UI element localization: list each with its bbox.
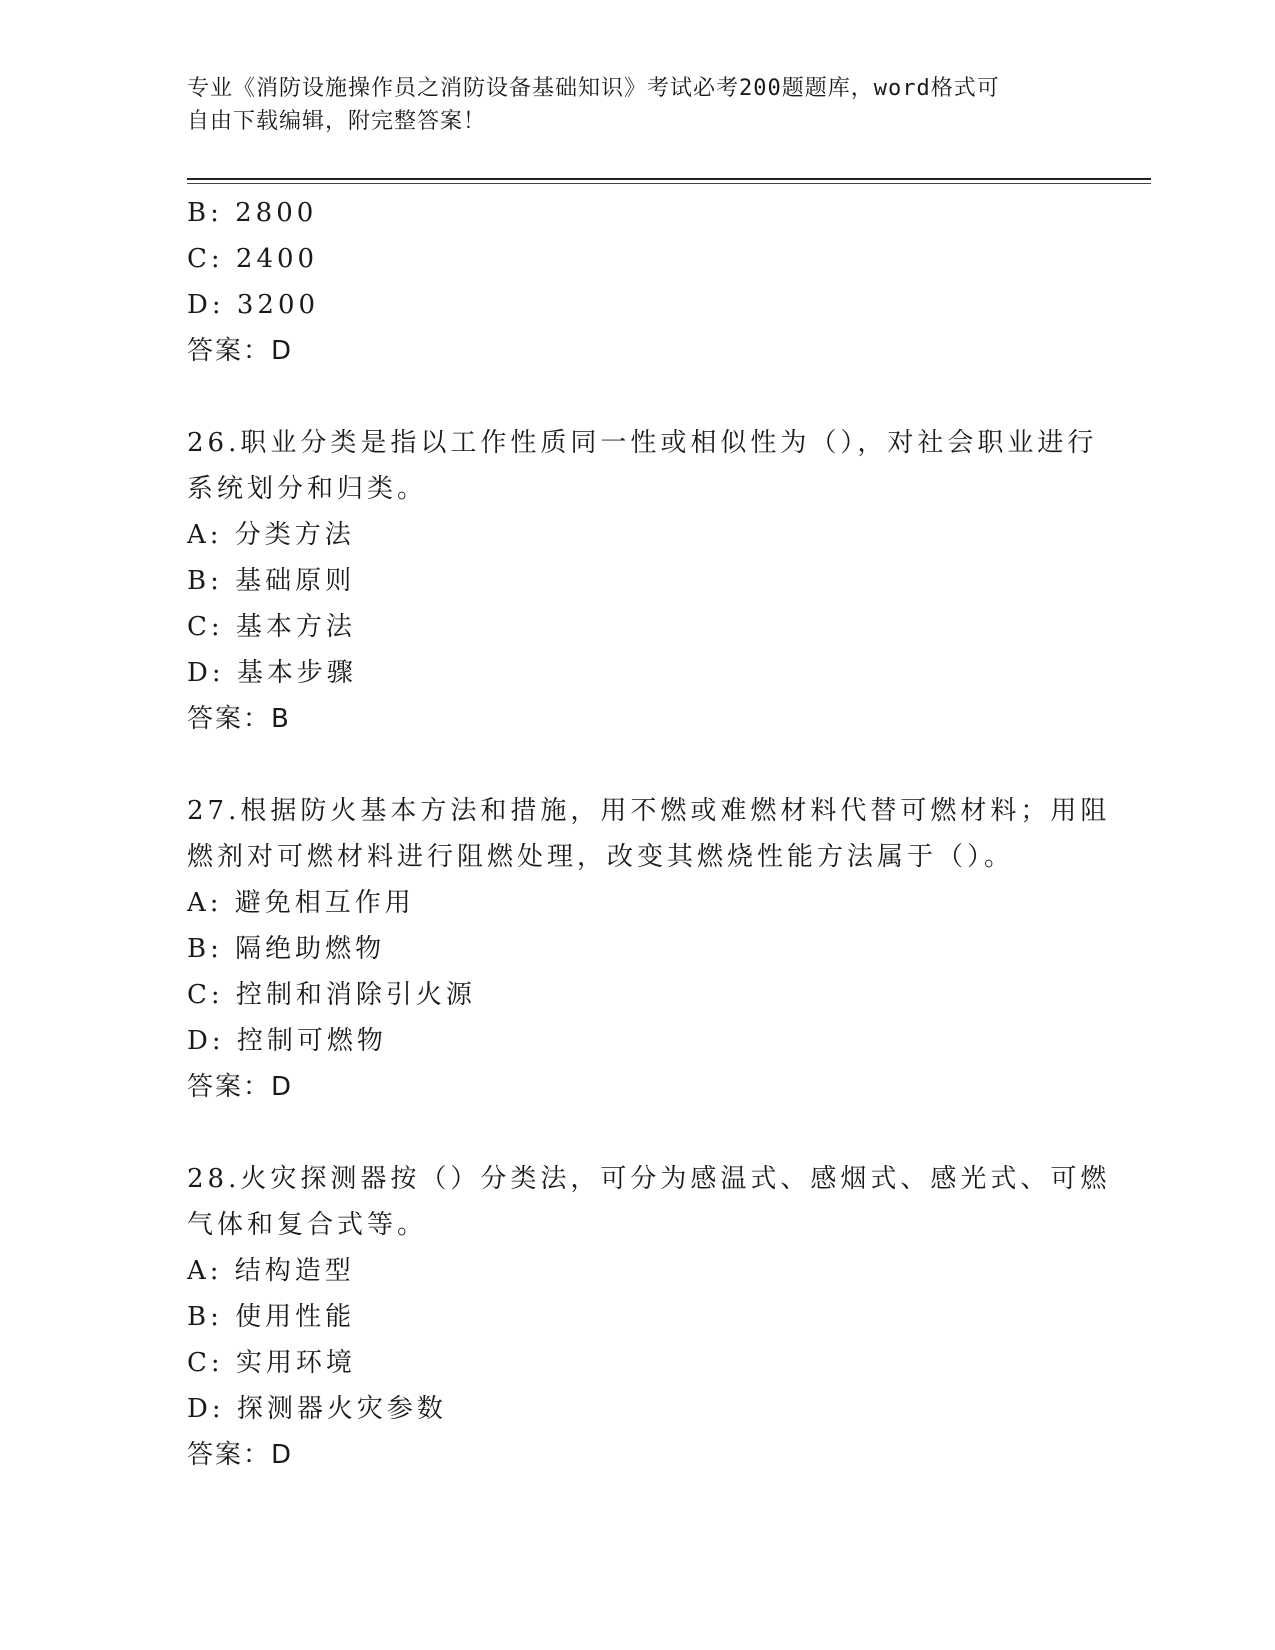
question-27 xyxy=(187,788,1111,1110)
header-divider-thick xyxy=(187,178,1151,180)
question-28 xyxy=(187,1156,1111,1478)
option-d: D: 探测器火灾参数 xyxy=(187,1394,447,1424)
option-a: A: 结构造型 xyxy=(187,1256,355,1286)
option-a: A: 分类方法 xyxy=(187,520,355,550)
document-body xyxy=(187,190,1111,1478)
question-stem-line-1: 28.火灾探测器按（）分类法，可分为感温式、感烟式、感光式、可燃 xyxy=(187,1164,1111,1194)
question-stem-line-2: 燃剂对可燃材料进行阻燃处理，改变其燃烧性能方法属于（）。 xyxy=(187,842,1015,872)
option-d: D: 控制可燃物 xyxy=(187,1026,387,1056)
question-stem-line-1: 26.职业分类是指以工作性质同一性或相似性为（），对社会职业进行 xyxy=(187,428,1098,458)
option-c: C: 实用环境 xyxy=(187,1348,356,1378)
answer-line: 答案：D xyxy=(187,1072,294,1102)
spacer xyxy=(187,374,1077,420)
question-26 xyxy=(187,420,1098,742)
previous-question-tail xyxy=(187,190,1077,374)
spacer xyxy=(187,1110,1077,1156)
answer-line: 答案：B xyxy=(187,704,291,734)
option-b: B: 基础原则 xyxy=(187,566,356,596)
document-header xyxy=(187,72,1067,138)
answer-line: 答案：D xyxy=(187,336,294,366)
option-b: B: 隔绝助燃物 xyxy=(187,934,386,964)
option-a: A: 避免相互作用 xyxy=(187,888,415,918)
header-line-1: 专业《消防设施操作员之消防设备基础知识》考试必考200题题库，word格式可 xyxy=(187,76,1000,101)
option-b: B: 使用性能 xyxy=(187,1302,356,1332)
option-b: B: 2800 xyxy=(187,198,318,228)
question-stem-line-1: 27.根据防火基本方法和措施，用不燃或难燃材料代替可燃材料；用阻 xyxy=(187,796,1111,826)
header-divider-thin xyxy=(187,183,1151,184)
spacer xyxy=(187,742,1077,788)
option-c: C: 基本方法 xyxy=(187,612,356,642)
question-stem-line-2: 气体和复合式等。 xyxy=(187,1210,428,1240)
question-stem-line-2: 系统划分和归类。 xyxy=(187,474,428,504)
answer-line: 答案：D xyxy=(187,1440,294,1470)
option-d: D: 基本步骤 xyxy=(187,658,357,688)
option-d: D: 3200 xyxy=(187,290,320,320)
option-c: C: 2400 xyxy=(187,244,319,274)
option-c: C: 控制和消除引火源 xyxy=(187,980,476,1010)
header-line-2: 自由下载编辑，附完整答案！ xyxy=(187,109,487,134)
